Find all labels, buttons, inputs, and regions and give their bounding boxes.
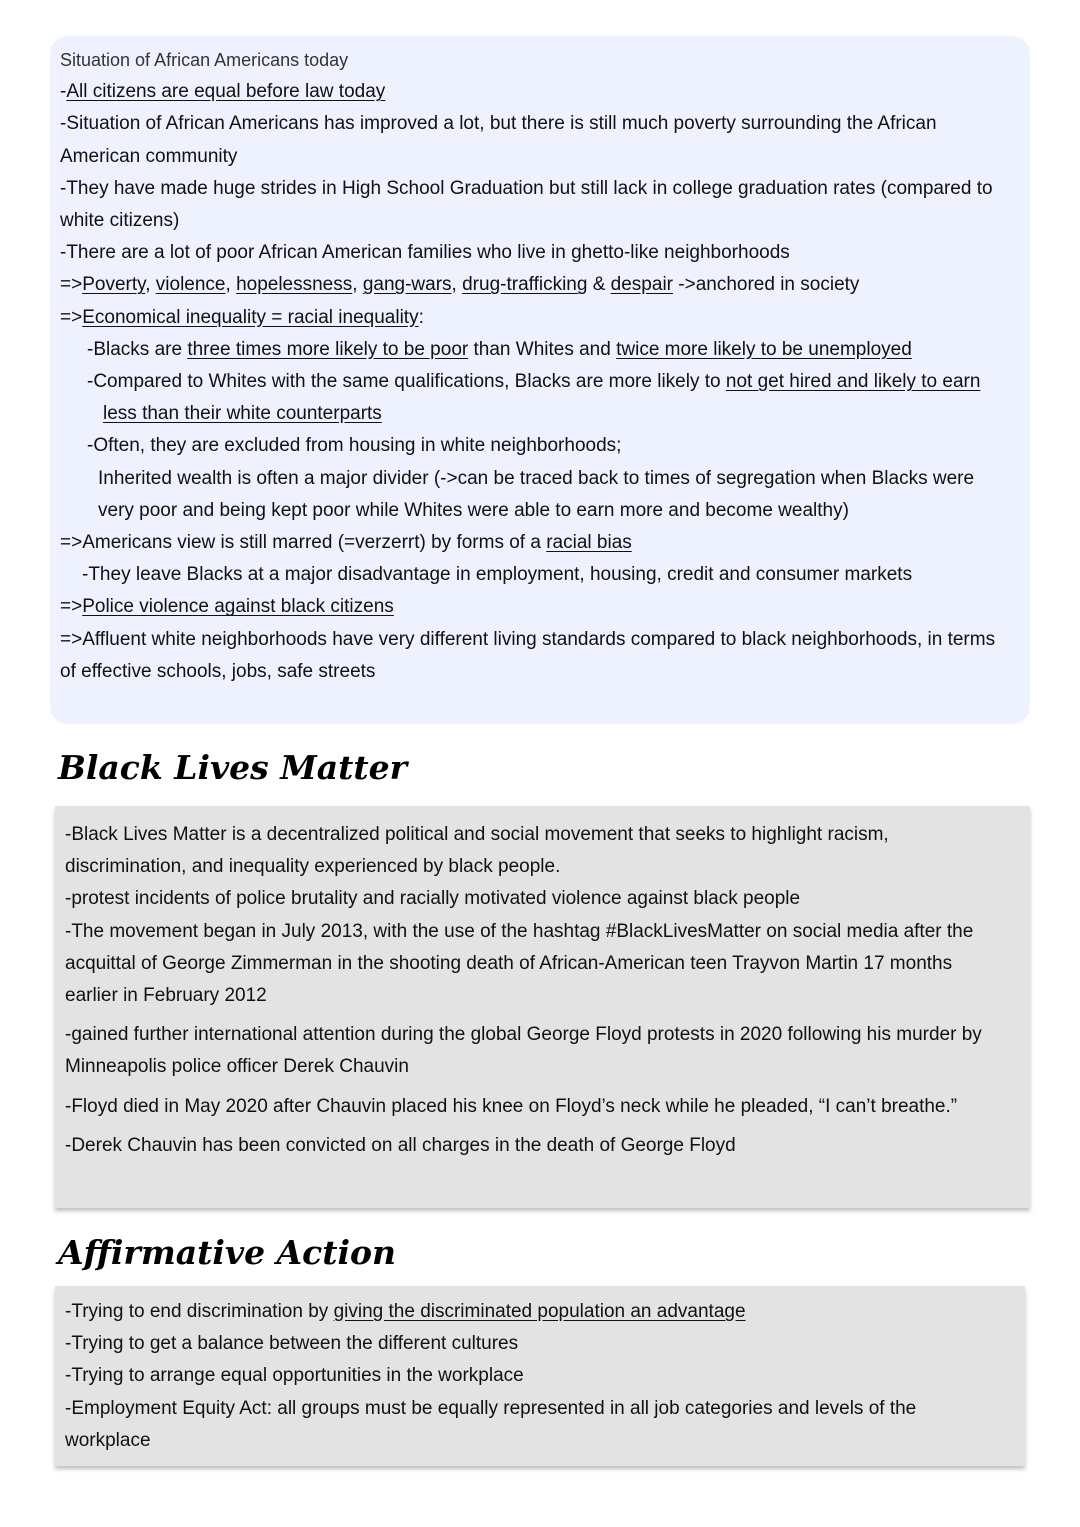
text-line: -Trying to end discrimination by giving the discriminated population an advantage — [65, 1301, 746, 1322]
aa-section — [55, 1286, 1025, 1466]
text-line: -They have made huge strides in High School Graduation but still lack in college graduation rates (compared to — [60, 177, 993, 199]
text-line: =>Affluent white neighborhoods have very different living standards compared to black neighborhoods, in terms — [60, 628, 996, 650]
section-heading: Situation of African Americans today — [60, 50, 349, 70]
text-line: -Trying to get a balance between the different cultures — [65, 1333, 519, 1355]
text-line: less than their white counterparts — [103, 403, 382, 425]
text-line: =>Police violence against black citizens — [60, 596, 394, 618]
text-line: -Black Lives Matter is a decentralized political and social movement that seeks to highlight racism, — [65, 824, 889, 845]
aa-title: Affirmative Action — [58, 1233, 397, 1272]
text-line: very poor and being kept poor while Whites were able to earn more and become wealthy) — [98, 499, 849, 521]
text-line: acquittal of George Zimmerman in the shooting death of African-American teen Trayvon Martin 17 months — [65, 952, 953, 974]
blm-section — [55, 806, 1030, 1208]
text-line: -Employment Equity Act: all groups must be equally represented in all job categories and levels of the — [65, 1397, 917, 1419]
blm-title: Black Lives Matter — [58, 748, 408, 787]
text-line: of effective schools, jobs, safe streets — [60, 660, 376, 682]
text-line: -They leave Blacks at a major disadvantage in employment, housing, credit and consumer markets — [82, 564, 913, 586]
text-line: -Often, they are excluded from housing in white neighborhoods; — [87, 435, 622, 457]
text-line: =>Americans view is still marred (=verzerrt) by forms of a racial bias — [60, 532, 632, 554]
text-line: Inherited wealth is often a major divider (->can be traced back to times of segregation when Blacks were — [98, 467, 975, 489]
text-line: =>Economical inequality = racial inequality: — [60, 306, 424, 328]
text-line: -All citizens are equal before law today — [60, 81, 386, 103]
text-line: white citizens) — [60, 210, 180, 232]
text-line: -Floyd died in May 2020 after Chauvin placed his knee on Floyd’s neck while he pleaded, “I can’t breathe.” — [65, 1095, 958, 1117]
text-line: -Trying to arrange equal opportunities in the workplace — [65, 1365, 524, 1387]
text-line: -protest incidents of police brutality and racially motivated violence against black people — [65, 888, 801, 910]
text-line: -Derek Chauvin has been convicted on all charges in the death of George Floyd — [65, 1134, 736, 1156]
text-line: -Compared to Whites with the same qualifications, Blacks are more likely to not get hired and likely to earn — [87, 371, 981, 393]
text-line: American community — [60, 145, 238, 167]
text-line: earlier in February 2012 — [65, 985, 267, 1007]
text-line: workplace — [65, 1429, 151, 1451]
text-line: -Situation of African Americans has improved a lot, but there is still much poverty surrounding the African — [60, 113, 937, 135]
text-line: =>Poverty, violence, hopelessness, gang-wars, drug-trafficking & despair ->anchored in society — [60, 274, 860, 296]
text-line: -The movement began in July 2013, with the use of the hashtag #BlackLivesMatter on social media after the — [65, 920, 974, 942]
text-line: -There are a lot of poor African American families who live in ghetto-like neighborhoods — [60, 242, 790, 264]
text-line: -Blacks are three times more likely to be poor than Whites and twice more likely to be unemployed — [87, 338, 912, 360]
situation-section — [50, 36, 1030, 724]
text-line: discrimination, and inequality experienced by black people. — [65, 856, 561, 878]
text-line: -gained further international attention during the global George Floyd protests in 2020 following his murder by — [65, 1024, 982, 1046]
text-line: Minneapolis police officer Derek Chauvin — [65, 1056, 409, 1078]
